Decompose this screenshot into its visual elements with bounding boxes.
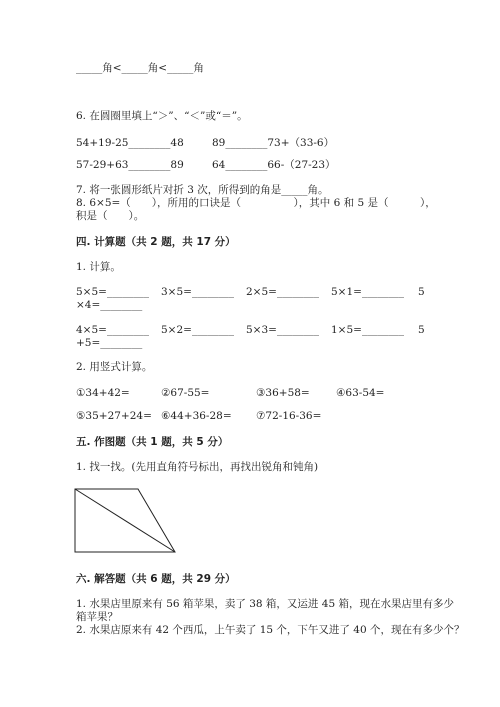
trapezoid-diagonal [75,489,175,552]
question-8-line-2: 积是（ ）。 [76,210,145,222]
section-6-title: 六. 解答题（共 6 题，共 29 分） [76,573,236,585]
section-4-q1-title: 1. 计算。 [76,261,121,273]
vertical-calc-6: ⑥44+36-28= [161,410,232,422]
calc-r1-c3: 2×5=________ [246,286,319,298]
trapezoid-figure [74,488,178,554]
calc-r1-c2: 3×5=________ [161,286,234,298]
calc-r2-c5: 5 [418,324,425,336]
section-6-q1-line-1: 1. 水果店里原来有 56 箱苹果，卖了 38 箱，又运进 45 箱，现在水果店里有多少 [76,598,454,610]
calc-r2-c1: 4×5=________ [76,324,149,336]
calc-r2-wrap: +5=________ [76,337,143,349]
vertical-calc-7: ⑦72-16-36= [256,410,322,422]
calc-r1-c1: 5×5=________ [76,286,149,298]
vertical-calc-1: ①34+42= [76,387,130,399]
question-6-title: 6. 在圆圈里填上“＞”、“＜”或“＝”。 [76,110,248,122]
section-6-q1-line-2: 箱苹果？ [76,611,118,623]
calc-r2-c3: 5×3=________ [246,324,319,336]
section-4-q2-title: 2. 用竖式计算。 [76,361,153,373]
vertical-calc-5: ⑤35+27+24= [76,410,152,422]
compare-item-2: 89________73+（33-6） [212,137,335,149]
calc-r1-c4: 5×1=________ [331,286,404,298]
calc-r2-c2: 5×2=________ [161,324,234,336]
section-5-title: 五. 作图题（共 1 题，共 5 分） [76,436,229,448]
compare-item-4: 64________66-（27-23） [212,159,336,171]
section-6-q2: 2. 水果店原来有 42 个西瓜，上午卖了 15 个，下午又进了 40 个，现在有多少个？ [76,624,465,636]
calc-r1-wrap: ×4=________ [76,299,143,311]
vertical-calc-2: ②67-55= [161,387,210,399]
section-5-q1: 1. 找一找。(先用直角符号标出，再找出锐角和钝角) [76,461,319,473]
calc-r2-c4: 1×5=________ [331,324,404,336]
compare-item-3: 57-29+63________89 [76,159,184,171]
section-4-title: 四. 计算题（共 2 题，共 17 分） [76,236,236,248]
angle-order-line: _____角<_____角<_____角 [76,62,204,74]
calc-r1-c5: 5 [418,286,425,298]
question-7: 7. 将一张圆形纸片对折 3 次，所得到的角是_____角。 [76,184,329,196]
vertical-calc-4: ④63-54= [336,387,385,399]
vertical-calc-3: ③36+58= [256,387,310,399]
question-8-line-1: 8. 6×5=（ ），所用的口诀是（ ），其中 6 和 5 是（ ）， [76,197,436,209]
compare-item-1: 54+19-25________48 [76,137,184,149]
